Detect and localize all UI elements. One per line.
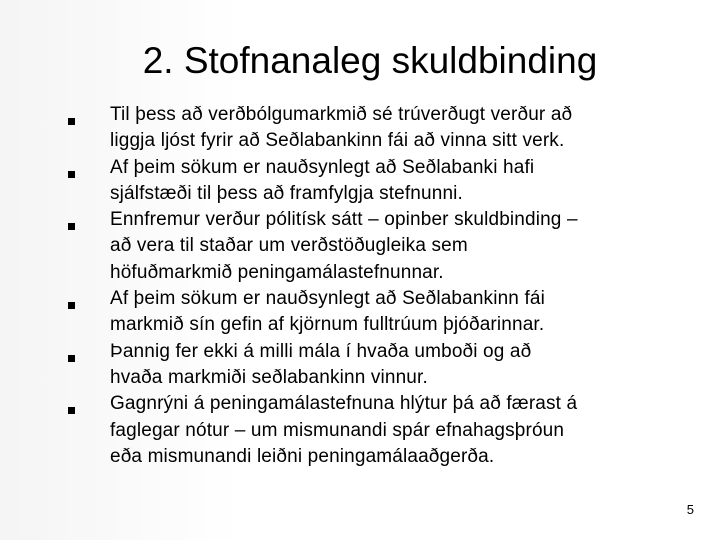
bullet-text-line: Af þeim sökum er nauðsynlegt að Seðlabanki hafi [110,156,535,178]
bullet-item-4 [0,286,650,339]
bullet-text-line: markmið sín gefin af kjörnum fulltrúum þjóðarinnar. [110,314,545,336]
square-bullet-icon [68,407,75,414]
bullet-item-5 [0,339,650,392]
bullet-item-6 [0,391,650,470]
slide-title: 2. Stofnanaleg skuldbinding [142,40,598,81]
bullet-item-2 [0,155,650,208]
bullet-text-line: að vera til staðar um verðstöðugleika sem [110,235,468,257]
square-bullet-icon [68,118,75,125]
bullet-text-line: Gagnrýni á peningamálastefnuna hlýtur þá að færast á [110,393,578,415]
square-bullet-icon [68,355,75,362]
bullet-text-line: liggja ljóst fyrir að Seðlabankinn fái að vinna sitt verk. [110,130,565,152]
bullet-text-line: Til þess að verðbólgumarkmið sé trúverðugt verður að [110,104,573,125]
square-bullet-icon [68,302,75,309]
square-bullet-icon [68,223,75,230]
bullet-text-line: Þannig fer ekki á milli mála í hvaða umboði og að [110,340,532,362]
bullet-text-line: Ennfremur verður pólitísk sátt – opinber skuldbinding – [110,209,578,231]
bullet-text-line: faglegar nótur – um mismunandi spár efnahagsþróun [110,419,565,441]
bullet-text-line: eða mismunandi leiðni peningamálaaðgerða. [110,445,495,467]
bullet-item-3 [0,207,650,286]
bullet-text-line: hvaða markmiði seðlabankinn vinnur. [110,366,428,388]
bullet-text-line: sjálfstæði til þess að framfylgja stefnunni. [110,182,463,204]
bullet-item-1 [0,102,650,155]
slide-number: 5 [686,502,694,517]
square-bullet-icon [68,171,75,178]
bullet-list [0,102,720,470]
bullet-text-line: höfuðmarkmið peningamálastefnunnar. [110,261,444,283]
bullet-text-line: Af þeim sökum er nauðsynlegt að Seðlabankinn fái [110,288,545,310]
